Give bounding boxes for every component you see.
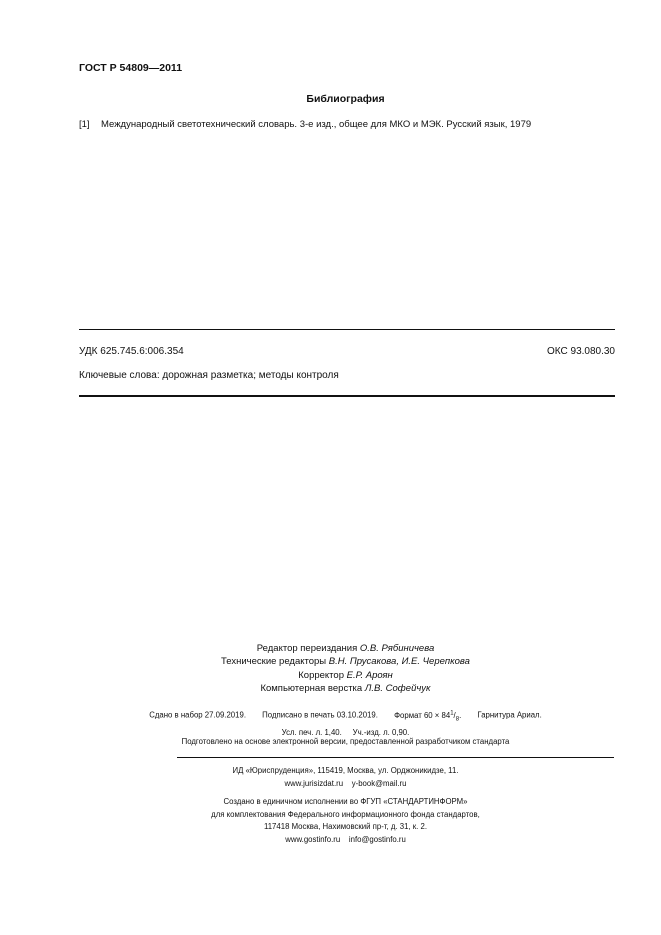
editor-line — [30, 642, 661, 655]
bibliography-item-number: [1] — [79, 119, 90, 130]
print-sheets: Усл. печ. л. 1,40. — [281, 728, 342, 738]
publisher-divider — [177, 757, 614, 758]
creator-site-link[interactable]: www.gostinfo.ru — [285, 834, 341, 844]
udk-code: УДК 625.745.6:006.354 — [79, 346, 184, 357]
corrector-label: Корректор — [298, 669, 344, 681]
corrector-line — [30, 669, 661, 682]
creator-email-link[interactable]: info@gostinfo.ru — [348, 834, 406, 844]
layout-name: Л.В. Софейчук — [364, 682, 431, 694]
publisher-email-link[interactable]: y-book@mail.ru — [351, 778, 407, 788]
bibliography-item-text: Международный светотехнический словарь. 3-е изд., общее для МКО и МЭК. Русский язык, 1979 — [101, 119, 532, 130]
bibliography-item — [79, 119, 531, 130]
editor-label: Редактор переиздания — [256, 643, 358, 654]
layout-label: Компьютерная верстка — [260, 682, 363, 694]
publisher-site-link[interactable]: www.jurisizdat.ru — [284, 778, 344, 788]
creator-contacts — [30, 834, 661, 847]
oks-code: ОКС 93.080.30 — [547, 346, 615, 357]
tech-editors-label: Технические редакторы — [221, 656, 327, 668]
editor-name: О.В. Рябиничева — [359, 643, 435, 654]
prepared-note: Подготовлено на основе электронной версии, предоставленной разработчиком стандарта — [181, 737, 510, 746]
publisher-address: ИД «Юриспруденция», 115419, Москва, ул. Орджоникидзе, 11. — [232, 766, 459, 775]
typeset-date: Сдано в набор 27.09.2019. — [149, 710, 246, 720]
creator-block — [0, 796, 661, 846]
publishing-sheets: Уч.-изд. л. 0,90. — [352, 728, 410, 738]
creator-address: 117418 Москва, Нахимовский пр-т, д. 31, к. 2. — [263, 822, 428, 831]
signed-date: Подписано в печать 03.10.2019. — [262, 710, 378, 720]
bottom-divider — [79, 395, 615, 397]
layout-line — [30, 682, 661, 695]
publisher-contacts — [30, 778, 661, 791]
typeface: Гарнитура Ариал. — [477, 710, 542, 720]
standard-number: ГОСТ Р 54809—2011 — [79, 62, 183, 74]
print-format: Формат $60 \times 84^1/_8$. — [394, 710, 462, 723]
print-info — [0, 707, 661, 739]
keywords: Ключевые слова: дорожная разметка; методы контроля — [79, 370, 339, 381]
creator-line2: для комплектования Федерального информационного фонда стандартов, — [211, 809, 480, 819]
tech-editors-names: В.Н. Прусакова, И.Е. Черепкова — [328, 656, 470, 668]
corrector-name: Е.Р. Ароян — [346, 669, 393, 681]
bibliography-title: Библиография — [306, 93, 385, 105]
print-info-line1 — [30, 707, 661, 726]
top-divider — [79, 329, 615, 330]
credits-block — [0, 642, 661, 695]
publisher-block — [0, 765, 661, 790]
tech-editors-line — [30, 655, 661, 668]
creator-line1: Создано в единичном исполнении во ФГУП «СТАНДАРТИНФОРМ» — [223, 797, 468, 806]
